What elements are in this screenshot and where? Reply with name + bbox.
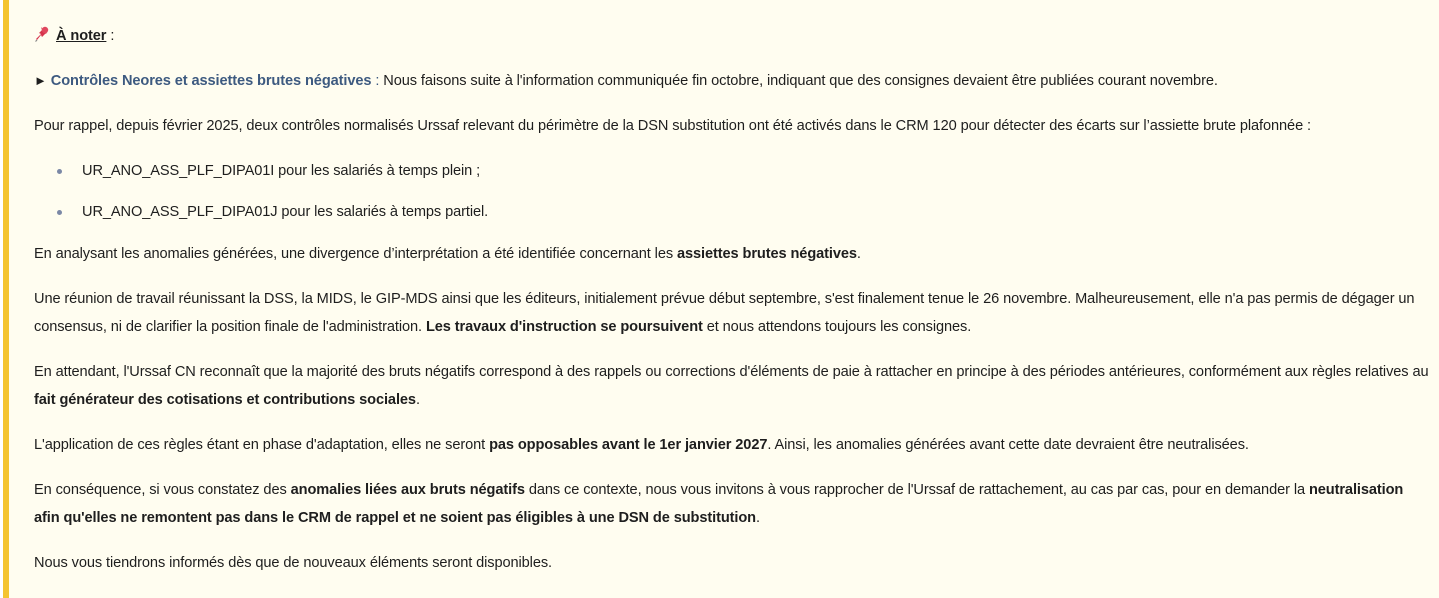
meeting-end: et nous attendons toujours les consignes. bbox=[702, 319, 972, 335]
consequence-text: En conséquence, si vous constatez des bbox=[34, 482, 291, 498]
section-link-suffix: : bbox=[371, 73, 380, 89]
rules-paragraph bbox=[34, 431, 1429, 459]
note-title: À noter bbox=[56, 28, 107, 44]
analysis-text: En analysant les anomalies générées, une divergence d’interprétation a été identifiée concernant les bbox=[34, 246, 677, 262]
waiting-paragraph bbox=[34, 358, 1429, 414]
consequence-bold-1: anomalies liées aux bruts négatifs bbox=[290, 482, 525, 498]
rules-end: . Ainsi, les anomalies générées avant cette date devraient être neutralisées. bbox=[767, 437, 1249, 453]
note-title-suffix: : bbox=[106, 28, 115, 44]
waiting-text: En attendant, l'Urssaf CN reconnaît que la majorité des bruts négatifs correspond à des rappels ou corrections d'éléments de paie à rattacher en principe à des périodes antérieures, conformément aux règles relatives au bbox=[34, 364, 1429, 380]
bullet-icon bbox=[57, 210, 62, 215]
control-item-text: UR_ANO_ASS_PLF_DIPA01I pour les salariés à temps plein ; bbox=[82, 163, 481, 179]
analysis-paragraph bbox=[34, 240, 1429, 268]
consequence-bold-2: neutralisation afin qu'elles ne remontent pas dans le CRM de rappel et ne soient pas éligibles à une DSN de substitution bbox=[34, 482, 1404, 526]
right-pointer-icon: ► bbox=[34, 73, 47, 88]
waiting-end: . bbox=[415, 392, 420, 408]
meeting-paragraph bbox=[34, 285, 1429, 341]
control-item-text: UR_ANO_ASS_PLF_DIPA01J pour les salariés à temps partiel. bbox=[82, 204, 489, 220]
consequence-end: . bbox=[756, 510, 760, 526]
note-title-line bbox=[34, 22, 1429, 50]
reminder-paragraph: Pour rappel, depuis février 2025, deux contrôles normalisés Urssaf relevant du périmètre de la DSN substitution ont été activés dans le CRM 120 pour détecter des écarts sur l’assiette brute plafonnée : bbox=[34, 118, 1311, 134]
pushpin-icon bbox=[34, 25, 52, 43]
waiting-bold: fait générateur des cotisations et contributions sociales bbox=[34, 392, 416, 408]
closing-paragraph: Nous vous tiendrons informés dès que de nouveaux éléments seront disponibles. bbox=[34, 555, 552, 571]
list-item bbox=[82, 157, 1429, 185]
rules-bold: pas opposables avant le 1er janvier 2027 bbox=[489, 437, 768, 453]
meeting-bold: Les travaux d'instruction se poursuivent bbox=[425, 319, 703, 335]
note-box bbox=[3, 0, 1439, 598]
consequence-paragraph bbox=[34, 476, 1429, 532]
analysis-bold: assiettes brutes négatives bbox=[677, 246, 857, 262]
section-link[interactable]: Contrôles Neores et assiettes brutes négatives bbox=[50, 73, 372, 89]
controls-list bbox=[34, 157, 1429, 226]
consequence-text-2: dans ce contexte, nous vous invitons à vous rapprocher de l'Urssaf de rattachement, au cas par cas, pour en demander la bbox=[524, 482, 1309, 498]
meeting-text: Une réunion de travail réunissant la DSS, la MIDS, le GIP-MDS ainsi que les éditeurs, initialement prévue début septembre, s'est finalement tenue le 26 novembre. Malheureusement, elle n'a pas permis de dégager un consensus, ni de clarifier la position finale de l'administration. bbox=[34, 291, 1415, 335]
list-item bbox=[82, 198, 1429, 226]
intro-text: Nous faisons suite à l'information communiquée fin octobre, indiquant que des consignes devaient être publiées courant novembre. bbox=[379, 73, 1218, 89]
analysis-end: . bbox=[856, 246, 861, 262]
bullet-icon bbox=[57, 169, 62, 174]
rules-text: L'application de ces règles étant en phase d'adaptation, elles ne seront bbox=[34, 437, 490, 453]
intro-paragraph bbox=[34, 67, 1429, 95]
